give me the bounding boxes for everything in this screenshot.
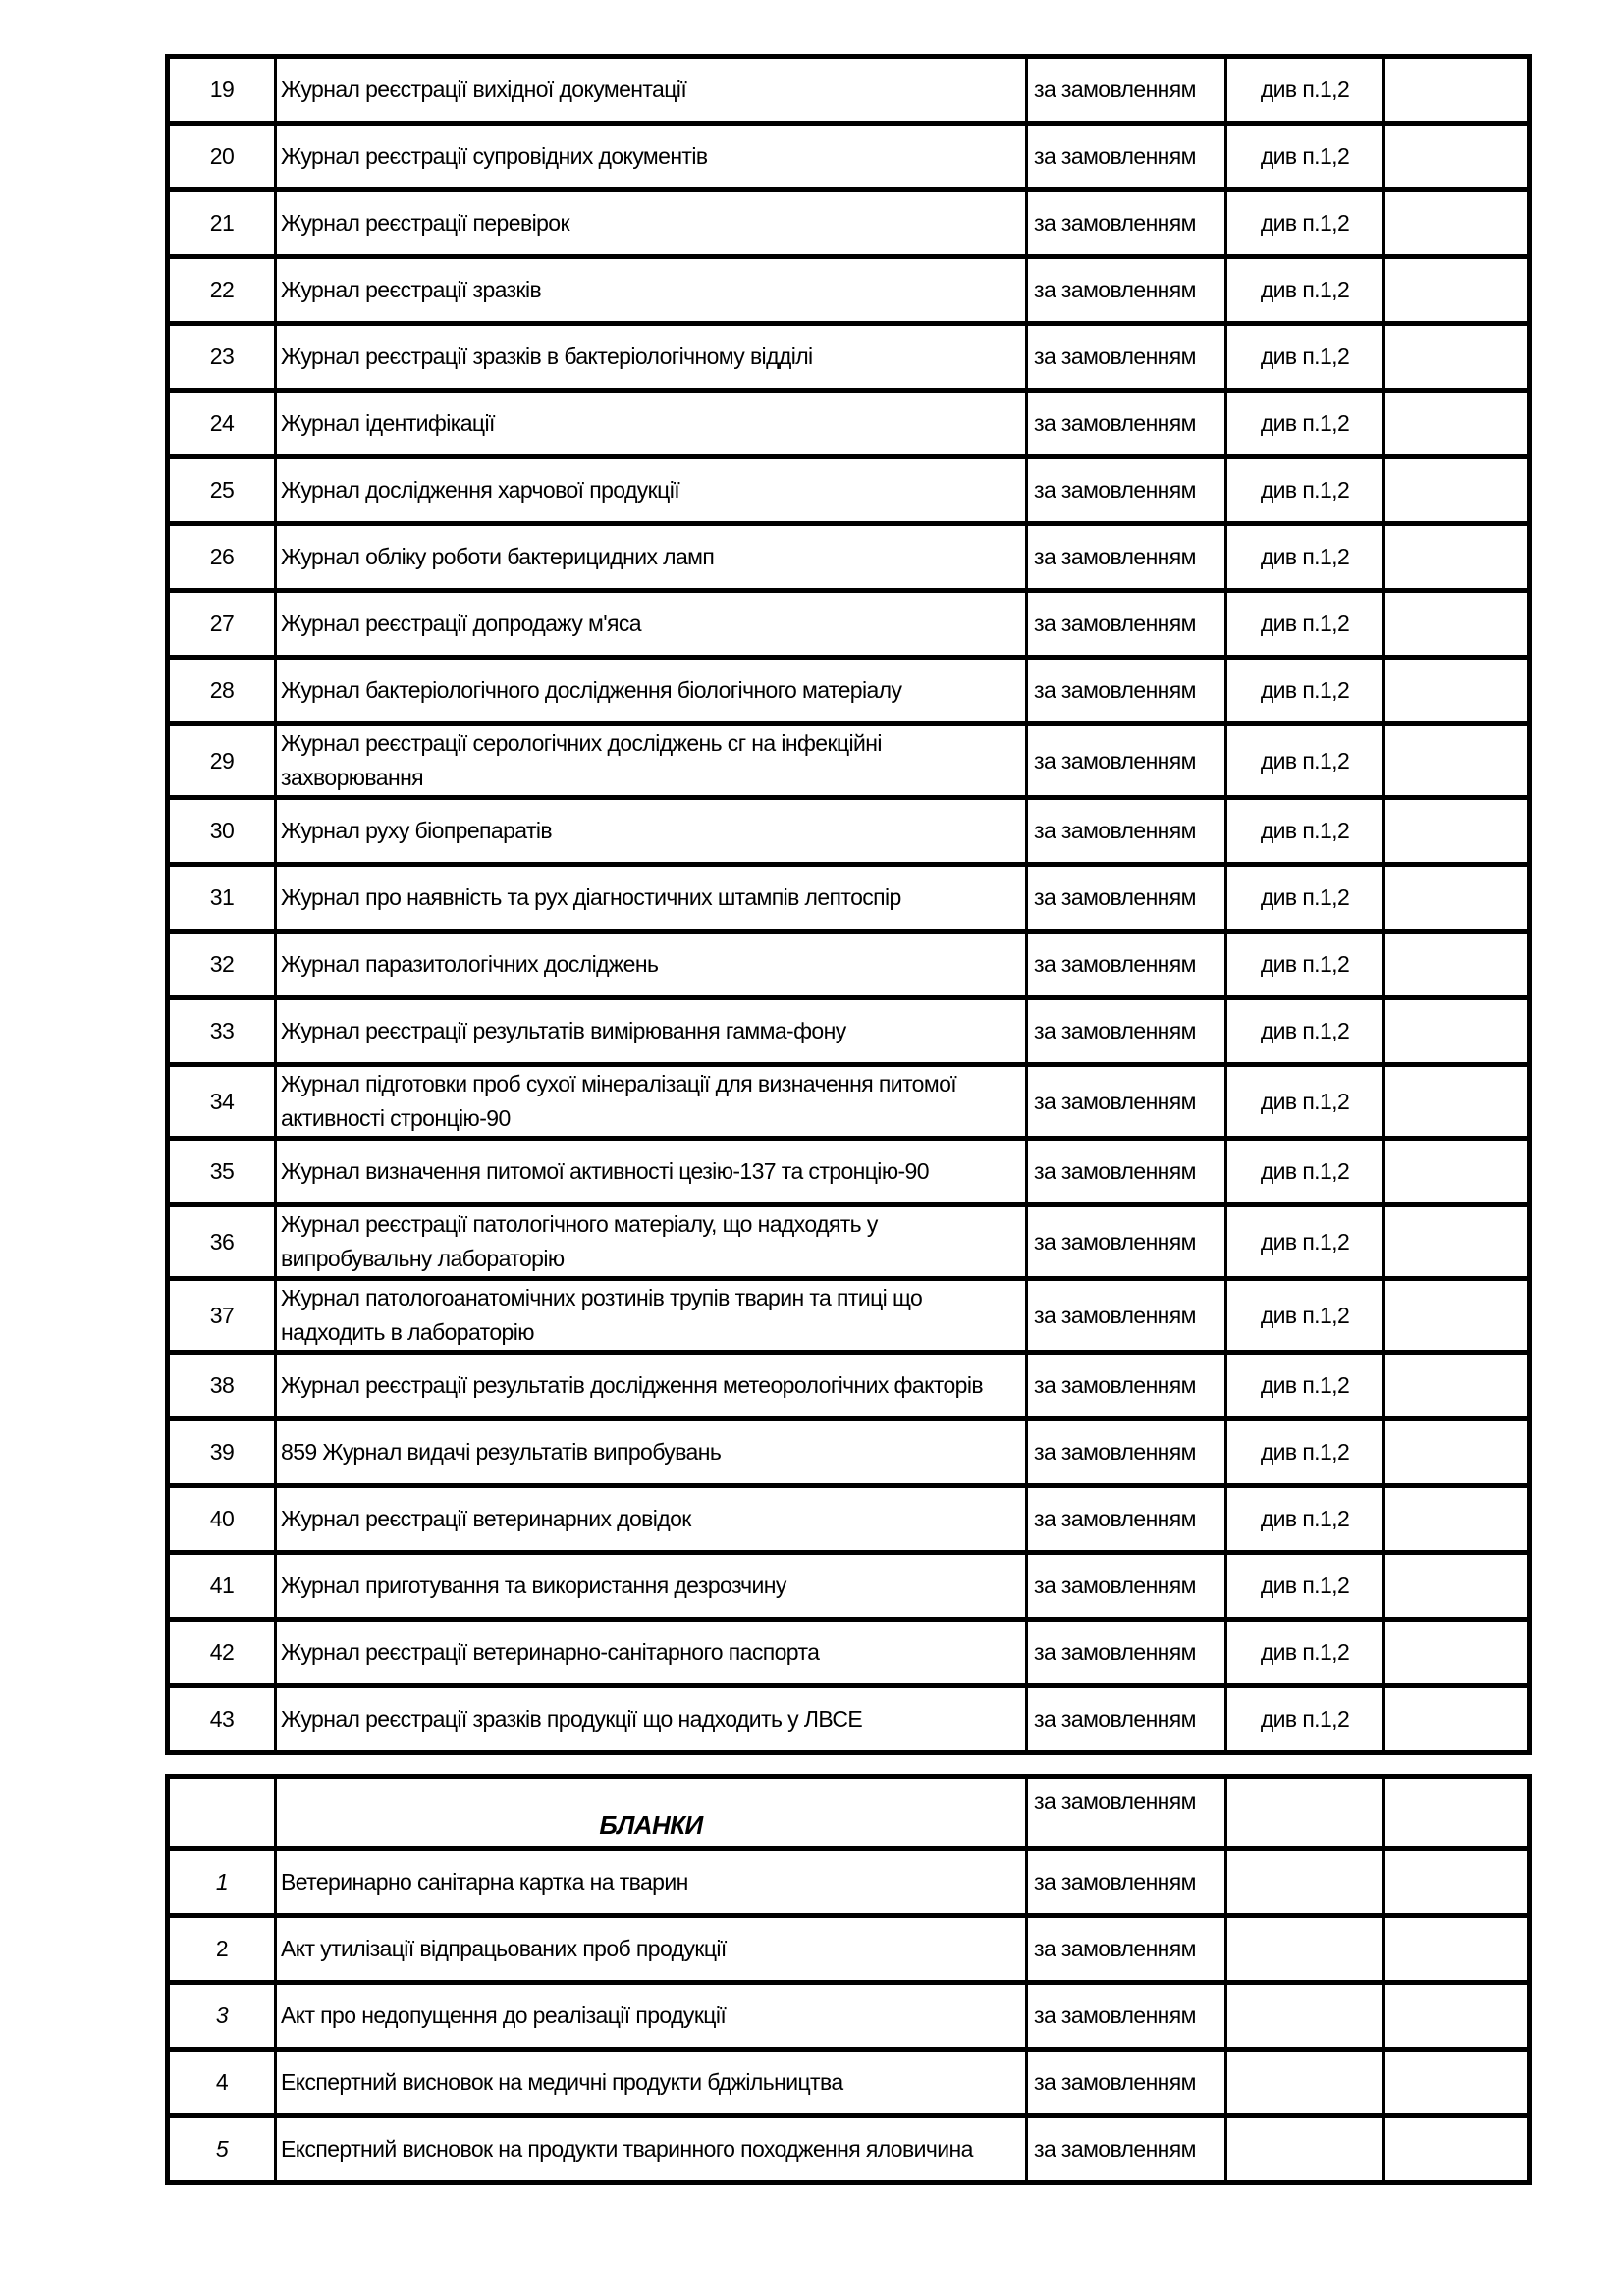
form-name: Експертний висновок на медичні продукти бджільництва: [276, 2050, 1027, 2116]
table-row: [168, 190, 1530, 257]
reference: див п.1,2: [1226, 1553, 1384, 1620]
table-row: [168, 524, 1530, 591]
journals-table: [165, 54, 1532, 1755]
reference: див п.1,2: [1226, 798, 1384, 865]
journal-name: Журнал реєстрації ветеринарно-санітарного паспорта: [276, 1620, 1027, 1686]
row-number: 25: [168, 457, 276, 524]
reference: [1226, 2050, 1384, 2116]
reference: див п.1,2: [1226, 591, 1384, 658]
order-status: за замовленням: [1027, 932, 1226, 998]
reference: див п.1,2: [1226, 932, 1384, 998]
row-number: 21: [168, 190, 276, 257]
table-row: [168, 391, 1530, 457]
journal-name: Журнал реєстрації результатів дослідження метеорологічних факторів: [276, 1353, 1027, 1419]
order-status: за замовленням: [1027, 1205, 1226, 1279]
row-number: 4: [168, 2050, 276, 2116]
order-status: за замовленням: [1027, 124, 1226, 190]
reference: [1226, 1983, 1384, 2050]
row-number: 23: [168, 324, 276, 391]
table-row: [168, 457, 1530, 524]
extra-cell: [1384, 324, 1530, 391]
order-status: за замовленням: [1027, 1686, 1226, 1753]
extra-cell: [1384, 1686, 1530, 1753]
forms-header-order: за замовленням: [1027, 1777, 1226, 1849]
forms-header-ref: [1226, 1777, 1384, 1849]
row-number: 28: [168, 658, 276, 724]
row-number: 35: [168, 1139, 276, 1205]
journal-name: Журнал реєстрації вихідної документації: [276, 57, 1027, 124]
journal-name: Журнал паразитологічних досліджень: [276, 932, 1027, 998]
journal-name: Журнал реєстрації зразків: [276, 257, 1027, 324]
extra-cell: [1384, 1983, 1530, 2050]
table-row: [168, 998, 1530, 1065]
reference: див п.1,2: [1226, 1353, 1384, 1419]
order-status: за замовленням: [1027, 57, 1226, 124]
order-status: за замовленням: [1027, 524, 1226, 591]
reference: див п.1,2: [1226, 1620, 1384, 1686]
order-status: за замовленням: [1027, 591, 1226, 658]
row-number: 27: [168, 591, 276, 658]
order-status: за замовленням: [1027, 865, 1226, 932]
reference: див п.1,2: [1226, 457, 1384, 524]
order-status: за замовленням: [1027, 1553, 1226, 1620]
extra-cell: [1384, 190, 1530, 257]
extra-cell: [1384, 1553, 1530, 1620]
table-row: [168, 932, 1530, 998]
reference: [1226, 2116, 1384, 2183]
journal-name: Журнал реєстрації супровідних документів: [276, 124, 1027, 190]
reference: див п.1,2: [1226, 1686, 1384, 1753]
forms-table-body: [168, 1777, 1530, 2183]
order-status: за замовленням: [1027, 1486, 1226, 1553]
row-number: 22: [168, 257, 276, 324]
reference: див п.1,2: [1226, 190, 1384, 257]
reference: див п.1,2: [1226, 1279, 1384, 1353]
reference: див п.1,2: [1226, 1065, 1384, 1139]
extra-cell: [1384, 1353, 1530, 1419]
journal-name: Журнал підготовки проб сухої мінералізації для визначення питомої активності стронцію-90: [276, 1065, 1027, 1139]
row-number: 30: [168, 798, 276, 865]
order-status: за замовленням: [1027, 1139, 1226, 1205]
extra-cell: [1384, 998, 1530, 1065]
reference: див п.1,2: [1226, 124, 1384, 190]
extra-cell: [1384, 724, 1530, 798]
extra-cell: [1384, 1916, 1530, 1983]
row-number: 3: [168, 1983, 276, 2050]
table-row: [168, 2050, 1530, 2116]
reference: див п.1,2: [1226, 1419, 1384, 1486]
reference: див п.1,2: [1226, 324, 1384, 391]
order-status: за замовленням: [1027, 190, 1226, 257]
journal-name: Журнал руху біопрепаратів: [276, 798, 1027, 865]
extra-cell: [1384, 2050, 1530, 2116]
order-status: за замовленням: [1027, 798, 1226, 865]
order-status: за замовленням: [1027, 658, 1226, 724]
order-status: за замовленням: [1027, 1983, 1226, 2050]
row-number: 32: [168, 932, 276, 998]
row-number: 24: [168, 391, 276, 457]
order-status: за замовленням: [1027, 998, 1226, 1065]
journal-name: Журнал реєстрації патологічного матеріалу, що надходять у випробувальну лабораторію: [276, 1205, 1027, 1279]
forms-header-row: [168, 1777, 1530, 1849]
row-number: 31: [168, 865, 276, 932]
extra-cell: [1384, 524, 1530, 591]
row-number: 39: [168, 1419, 276, 1486]
row-number: 5: [168, 2116, 276, 2183]
form-name: Експертний висновок на продукти тваринного походження яловичина: [276, 2116, 1027, 2183]
journal-name: Журнал приготування та використання дезрозчину: [276, 1553, 1027, 1620]
journal-name: Журнал обліку роботи бактерицидних ламп: [276, 524, 1027, 591]
form-name: Акт утилізації відпрацьованих проб продукції: [276, 1916, 1027, 1983]
extra-cell: [1384, 1620, 1530, 1686]
journal-name: Журнал визначення питомої активності цезію-137 та стронцію-90: [276, 1139, 1027, 1205]
table-row: [168, 1139, 1530, 1205]
journal-name: Журнал реєстрації зразків продукції що надходить у ЛВСЕ: [276, 1686, 1027, 1753]
order-status: за замовленням: [1027, 2116, 1226, 2183]
reference: див п.1,2: [1226, 724, 1384, 798]
reference: див п.1,2: [1226, 658, 1384, 724]
reference: див п.1,2: [1226, 1486, 1384, 1553]
extra-cell: [1384, 1849, 1530, 1916]
table-row: [168, 1279, 1530, 1353]
extra-cell: [1384, 658, 1530, 724]
journal-name: Журнал реєстрації допродажу м'яса: [276, 591, 1027, 658]
table-row: [168, 1486, 1530, 1553]
table-row: [168, 1419, 1530, 1486]
table-row: [168, 865, 1530, 932]
table-row: [168, 1916, 1530, 1983]
extra-cell: [1384, 1139, 1530, 1205]
extra-cell: [1384, 457, 1530, 524]
table-row: [168, 324, 1530, 391]
forms-header-extra: [1384, 1777, 1530, 1849]
form-name: Акт про недопущення до реалізації продукції: [276, 1983, 1027, 2050]
forms-header-num: [168, 1777, 276, 1849]
extra-cell: [1384, 798, 1530, 865]
order-status: за замовленням: [1027, 391, 1226, 457]
order-status: за замовленням: [1027, 1065, 1226, 1139]
journals-table-body: [168, 57, 1530, 1753]
table-row: [168, 798, 1530, 865]
journal-name: Журнал про наявність та рух діагностичних штампів лептоспір: [276, 865, 1027, 932]
order-status: за замовленням: [1027, 457, 1226, 524]
table-row: [168, 1983, 1530, 2050]
row-number: 41: [168, 1553, 276, 1620]
journal-name: Журнал ідентифікації: [276, 391, 1027, 457]
row-number: 42: [168, 1620, 276, 1686]
table-row: [168, 658, 1530, 724]
row-number: 43: [168, 1686, 276, 1753]
reference: див п.1,2: [1226, 1205, 1384, 1279]
order-status: за замовленням: [1027, 1419, 1226, 1486]
reference: див п.1,2: [1226, 391, 1384, 457]
row-number: 37: [168, 1279, 276, 1353]
extra-cell: [1384, 391, 1530, 457]
extra-cell: [1384, 2116, 1530, 2183]
table-row: [168, 257, 1530, 324]
reference: див п.1,2: [1226, 257, 1384, 324]
extra-cell: [1384, 1419, 1530, 1486]
reference: див п.1,2: [1226, 524, 1384, 591]
extra-cell: [1384, 57, 1530, 124]
order-status: за замовленням: [1027, 1279, 1226, 1353]
reference: див п.1,2: [1226, 57, 1384, 124]
extra-cell: [1384, 865, 1530, 932]
table-row: [168, 1353, 1530, 1419]
extra-cell: [1384, 257, 1530, 324]
extra-cell: [1384, 591, 1530, 658]
table-row: [168, 1686, 1530, 1753]
table-row: [168, 2116, 1530, 2183]
order-status: за замовленням: [1027, 1620, 1226, 1686]
order-status: за замовленням: [1027, 1353, 1226, 1419]
reference: див п.1,2: [1226, 865, 1384, 932]
row-number: 20: [168, 124, 276, 190]
table-row: [168, 724, 1530, 798]
forms-table: [165, 1774, 1532, 2185]
reference: [1226, 1916, 1384, 1983]
order-status: за замовленням: [1027, 1916, 1226, 1983]
order-status: за замовленням: [1027, 2050, 1226, 2116]
reference: див п.1,2: [1226, 1139, 1384, 1205]
row-number: 36: [168, 1205, 276, 1279]
journal-name: Журнал бактеріологічного дослідження біологічного матеріалу: [276, 658, 1027, 724]
reference: [1226, 1849, 1384, 1916]
table-row: [168, 1553, 1530, 1620]
extra-cell: [1384, 932, 1530, 998]
journal-name: 859 Журнал видачі результатів випробувань: [276, 1419, 1027, 1486]
extra-cell: [1384, 1205, 1530, 1279]
journal-name: Журнал реєстрації зразків в бактеріологічному відділі: [276, 324, 1027, 391]
row-number: 38: [168, 1353, 276, 1419]
journal-name: Журнал реєстрації серологічних досліджень сг на інфекційні захворювання: [276, 724, 1027, 798]
table-row: [168, 1620, 1530, 1686]
order-status: за замовленням: [1027, 324, 1226, 391]
row-number: 33: [168, 998, 276, 1065]
journal-name: Журнал реєстрації результатів вимірювання гамма-фону: [276, 998, 1027, 1065]
extra-cell: [1384, 1065, 1530, 1139]
form-name: Ветеринарно санітарна картка на тварин: [276, 1849, 1027, 1916]
order-status: за замовленням: [1027, 1849, 1226, 1916]
row-number: 29: [168, 724, 276, 798]
table-row: [168, 1065, 1530, 1139]
table-row: [168, 1849, 1530, 1916]
row-number: 34: [168, 1065, 276, 1139]
extra-cell: [1384, 1279, 1530, 1353]
row-number: 40: [168, 1486, 276, 1553]
row-number: 2: [168, 1916, 276, 1983]
order-status: за замовленням: [1027, 257, 1226, 324]
table-row: [168, 57, 1530, 124]
journal-name: Журнал реєстрації перевірок: [276, 190, 1027, 257]
reference: див п.1,2: [1226, 998, 1384, 1065]
order-status: за замовленням: [1027, 724, 1226, 798]
journal-name: Журнал патологоанатомічних розтинів трупів тварин та птиці що надходить в лабораторію: [276, 1279, 1027, 1353]
journal-name: Журнал реєстрації ветеринарних довідок: [276, 1486, 1027, 1553]
journal-name: Журнал дослідження харчової продукції: [276, 457, 1027, 524]
table-row: [168, 591, 1530, 658]
row-number: 26: [168, 524, 276, 591]
row-number: 19: [168, 57, 276, 124]
extra-cell: [1384, 1486, 1530, 1553]
row-number: 1: [168, 1849, 276, 1916]
extra-cell: [1384, 124, 1530, 190]
table-row: [168, 1205, 1530, 1279]
table-row: [168, 124, 1530, 190]
forms-section-title: БЛАНКИ: [276, 1777, 1027, 1849]
